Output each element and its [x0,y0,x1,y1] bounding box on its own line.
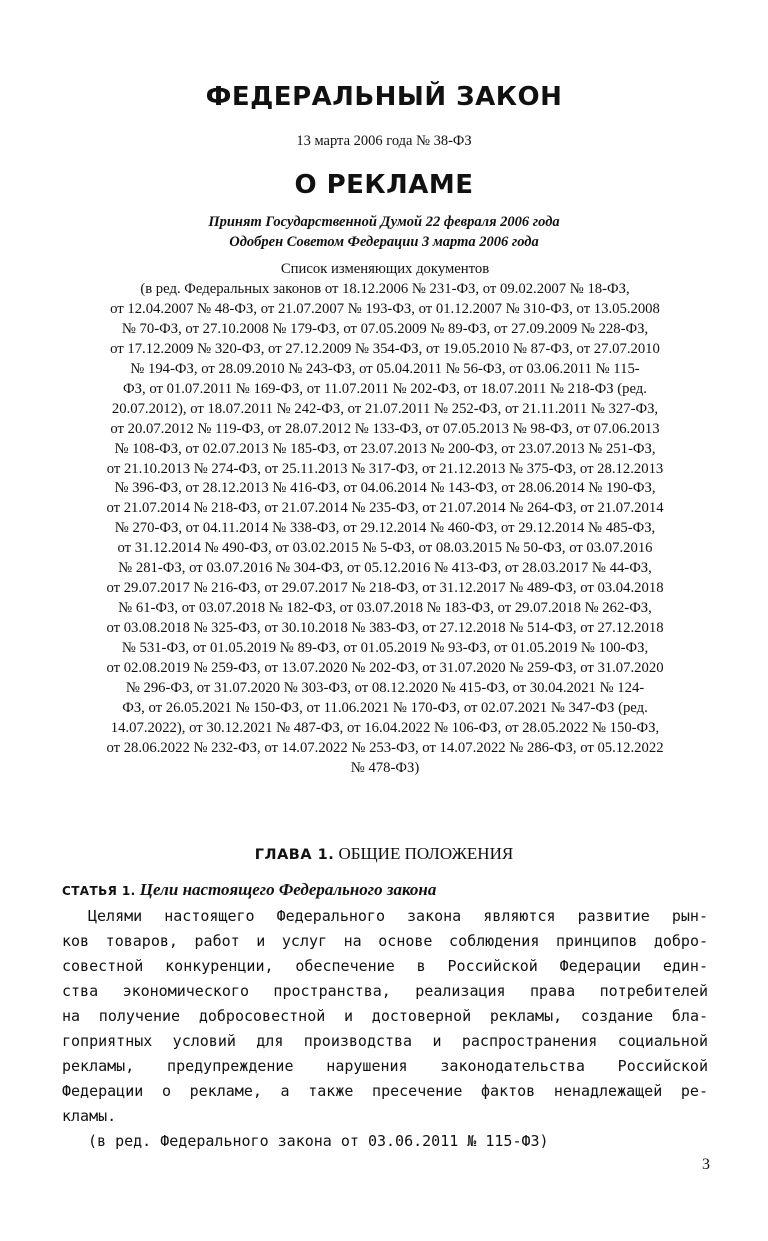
amendment-line: № 61-ФЗ, от 03.07.2018 № 182-ФЗ, от 03.07.2018 № 183-ФЗ, от 29.07.2018 № 262-ФЗ, [118,600,652,617]
amendments-list [62,260,708,779]
amendment-line: ФЗ, от 26.05.2021 № 150-ФЗ, от 11.06.2021 № 170-ФЗ, от 02.07.2021 № 347-ФЗ (ред. [122,699,648,716]
body-line: Целями настоящего Федерального закона являются развитие рын- [88,907,708,925]
page-number: 3 [702,1156,710,1173]
body-line: гоприятных условий для производства и распространения социальной [62,1032,708,1050]
adoption-info [0,212,768,252]
amendment-line: от 20.07.2012 № 119-ФЗ, от 28.07.2012 № 133-ФЗ, от 07.05.2013 № 98-ФЗ, от 07.06.2013 [110,420,660,437]
amendment-line: № 531-ФЗ, от 01.05.2019 № 89-ФЗ, от 01.05.2019 № 93-ФЗ, от 01.05.2019 № 100-ФЗ, [121,640,649,657]
body-line: совестной конкуренции, обеспечение в Российской Федерации един- [62,957,708,975]
body-line: ков товаров, работ и услуг на основе соблюдения принципов добро- [62,932,708,950]
amendment-line: № 478-ФЗ) [350,759,420,776]
amendment-line: от 02.08.2019 № 259-ФЗ, от 13.07.2020 № 202-ФЗ, от 31.07.2020 № 259-ФЗ, от 31.07.2020 [106,660,664,677]
amendments-heading: Список изменяющих документов [280,261,490,277]
amendment-line: № 296-ФЗ, от 31.07.2020 № 303-ФЗ, от 08.12.2020 № 415-ФЗ, от 30.04.2021 № 124- [125,680,645,697]
law-date-number: 13 марта 2006 года № 38-ФЗ [296,133,472,149]
article-body [62,904,708,1154]
law-type-heading: ФЕДЕРАЛЬНЫЙ ЗАКОН [205,82,563,112]
amendment-line: от 28.06.2022 № 232-ФЗ, от 14.07.2022 № 253-ФЗ, от 14.07.2022 № 286-ФЗ, от 05.12.2022 [106,739,664,756]
amendment-line: 14.07.2022), от 30.12.2021 № 487-ФЗ, от 16.04.2022 № 106-ФЗ, от 28.05.2022 № 150-ФЗ, [110,719,660,736]
article-title: Цели настоящего Федерального закона [139,880,437,899]
amendment-line: от 03.08.2018 № 325-ФЗ, от 30.10.2018 № 383-ФЗ, от 27.12.2018 № 514-ФЗ, от 27.12.2018 [106,620,664,637]
adopted-duma-line: Принят Государственной Думой 22 февраля 2006 года [208,214,560,230]
amendment-line: (в ред. Федеральных законов от 18.12.2006 № 231-ФЗ, от 09.02.2007 № 18-ФЗ, [140,280,630,297]
body-line: Федерации о рекламе, а также пресечение фактов ненадлежащей ре- [62,1082,708,1100]
amendment-line: от 17.12.2009 № 320-ФЗ, от 27.12.2009 № 354-ФЗ, от 19.05.2010 № 87-ФЗ, от 27.07.2010 [110,340,660,357]
amendment-line: № 281-ФЗ, от 03.07.2016 № 304-ФЗ, от 05.12.2016 № 413-ФЗ, от 28.03.2017 № 44-ФЗ, [118,560,652,577]
amendment-line: от 21.07.2014 № 218-ФЗ, от 21.07.2014 № 235-ФЗ, от 21.07.2014 № 264-ФЗ, от 21.07.2014 [106,500,664,517]
body-line: кламы. [62,1107,117,1125]
amendment-line: от 12.04.2007 № 48-ФЗ, от 21.07.2007 № 193-ФЗ, от 01.12.2007 № 310-ФЗ, от 13.05.2008 [110,300,660,317]
amendment-line: № 396-ФЗ, от 28.12.2013 № 416-ФЗ, от 04.06.2014 № 143-ФЗ, от 28.06.2014 № 190-ФЗ, [114,480,656,497]
amendment-line: № 70-ФЗ, от 27.10.2008 № 179-ФЗ, от 07.05.2009 № 89-ФЗ, от 27.09.2009 № 228-ФЗ, [121,320,649,337]
body-line: рекламы, предупреждение нарушения законодательства Российской [62,1057,708,1075]
body-line: ства экономического пространства, реализация права потребителей [62,982,708,1000]
amendment-line: от 29.07.2017 № 216-ФЗ, от 29.07.2017 № 218-ФЗ, от 31.12.2017 № 489-ФЗ, от 03.04.2018 [106,580,664,597]
chapter-number: ГЛАВА 1. [254,847,335,863]
approved-council-line: Одобрен Советом Федерации 3 марта 2006 года [229,234,539,250]
amendment-line: № 194-ФЗ, от 28.09.2010 № 243-ФЗ, от 05.04.2011 № 56-ФЗ, от 03.06.2011 № 115- [130,360,640,377]
amendment-line: 20.07.2012), от 18.07.2011 № 242-ФЗ, от 21.07.2011 № 252-ФЗ, от 21.11.2011 № 327-ФЗ, [111,400,659,417]
amendment-line: № 108-ФЗ, от 02.07.2013 № 185-ФЗ, от 23.07.2013 № 200-ФЗ, от 23.07.2013 № 251-ФЗ, [114,440,656,457]
amendment-line: от 31.12.2014 № 490-ФЗ, от 03.02.2015 № 5-ФЗ, от 08.03.2015 № 50-ФЗ, от 03.07.2016 [117,540,653,557]
law-name-heading: О РЕКЛАМЕ [294,170,474,200]
amendment-line: № 270-ФЗ, от 04.11.2014 № 338-ФЗ, от 29.12.2014 № 460-ФЗ, от 29.12.2014 № 485-ФЗ, [114,520,656,537]
amendment-note: (в ред. Федерального закона от 03.06.2011 № 115-ФЗ) [88,1132,549,1150]
body-line: на получение добросовестной и достоверной рекламы, создание бла- [62,1007,708,1025]
amendment-line: ФЗ, от 01.07.2011 № 169-ФЗ, от 11.07.2011 № 202-ФЗ, от 18.07.2011 № 218-ФЗ (ред. [123,380,647,397]
article-heading [62,880,702,900]
chapter-title: ОБЩИЕ ПОЛОЖЕНИЯ [338,844,514,863]
amendment-line: от 21.10.2013 № 274-ФЗ, от 25.11.2013 № 317-ФЗ, от 21.12.2013 № 375-ФЗ, от 28.12.2013 [106,460,664,477]
chapter-heading [0,844,768,864]
article-number: СТАТЬЯ 1. [62,884,136,898]
